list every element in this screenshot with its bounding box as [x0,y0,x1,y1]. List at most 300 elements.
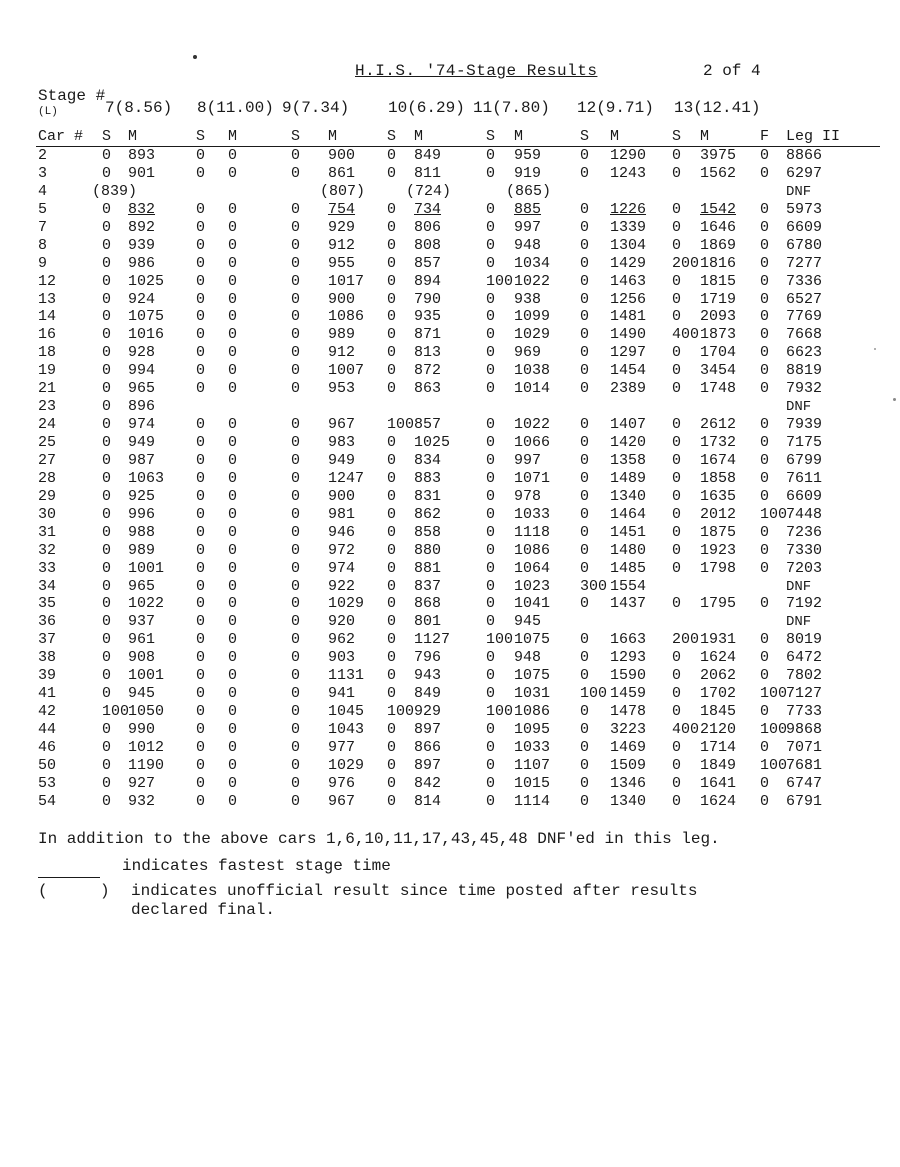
table-cell: 0 [102,272,112,290]
table-cell: 1034 [514,254,551,272]
table-cell: 0 [291,738,301,756]
table-row [0,740,900,758]
table-cell: 989 [128,541,156,559]
table-cell: 953 [328,380,356,398]
column-header: S [580,128,590,145]
table-cell: 0 [102,290,112,308]
column-header: M [610,128,620,145]
column-header: S [196,128,206,145]
table-cell: 1464 [610,505,647,523]
table-cell: 894 [414,272,442,290]
table-cell: 0 [196,469,206,487]
table-cell: 0 [486,649,496,667]
table-cell: 754 [328,200,356,218]
table-cell: 100 [760,756,788,774]
table-cell: 0 [291,164,301,182]
table-cell: 0 [291,505,301,523]
table-cell: 0 [672,792,682,810]
header-rule [36,146,880,147]
table-cell: 0 [387,649,397,667]
table-cell: 0 [291,577,301,595]
table-cell: 0 [486,523,496,541]
table-cell: 1022 [514,272,551,290]
table-cell: 922 [328,577,356,595]
table-cell: 0 [760,487,770,505]
table-cell: 0 [196,290,206,308]
table-cell: 0 [387,362,397,380]
car-number-cell: 3 [38,164,48,182]
leg-total-cell: 7733 [786,703,823,721]
table-cell: 1075 [128,308,165,326]
table-cell: 0 [486,774,496,792]
table-cell: 967 [328,792,356,810]
table-cell: 0 [580,541,590,559]
table-cell: 0 [486,756,496,774]
column-header: S [102,128,112,145]
leg-total-cell: 7939 [786,416,823,434]
table-cell: 1339 [610,218,647,236]
table-cell: 3454 [700,362,737,380]
table-cell: 1663 [610,631,647,649]
table-cell: 1256 [610,290,647,308]
table-cell: 0 [387,380,397,398]
table-cell: 0 [228,200,238,218]
table-cell: 1012 [128,738,165,756]
table-cell: 0 [196,649,206,667]
table-cell: 0 [196,272,206,290]
car-number-cell: 33 [38,559,57,577]
fastest-legend: indicates fastest stage time [122,857,391,875]
table-cell: 0 [102,649,112,667]
table-cell: 100 [760,505,788,523]
table-cell: 0 [102,613,112,631]
table-cell: 967 [328,416,356,434]
table-cell: 100 [760,721,788,738]
table-cell: 0 [760,451,770,469]
unofficial-legend-line-1: indicates unofficial result since time posted after results [131,882,698,900]
table-cell: 0 [387,344,397,362]
table-cell: 834 [414,451,442,469]
table-cell: 0 [486,577,496,595]
leg-total-cell: 6791 [786,792,823,810]
table-cell: 1469 [610,738,647,756]
table-cell: 872 [414,362,442,380]
column-header: M [414,128,424,145]
car-number-cell: 19 [38,362,57,380]
table-cell: 0 [486,667,496,685]
table-cell: 0 [760,272,770,290]
table-cell: 0 [291,362,301,380]
table-cell: 959 [514,147,542,164]
table-cell: 0 [196,738,206,756]
table-cell: 0 [486,721,496,738]
table-cell: 0 [486,362,496,380]
stage-label: Stage # [38,87,106,105]
table-cell: 0 [760,774,770,792]
table-row [0,596,900,614]
table-cell: 0 [486,147,496,164]
table-cell: 0 [580,326,590,344]
car-number-cell: 16 [38,326,57,344]
table-cell: 1127 [414,631,451,649]
table-cell: 1480 [610,541,647,559]
table-cell: 0 [672,200,682,218]
table-cell: 0 [672,523,682,541]
table-cell: 0 [580,703,590,721]
table-cell: 0 [760,326,770,344]
table-cell: 1290 [610,147,647,164]
table-cell: 0 [672,559,682,577]
table-cell: 1095 [514,721,551,738]
table-cell: 0 [196,595,206,613]
column-header: M [700,128,710,145]
table-cell: 0 [580,308,590,326]
table-cell: 948 [514,649,542,667]
table-cell: 0 [760,541,770,559]
table-cell: 0 [580,487,590,505]
table-cell: 0 [760,308,770,326]
table-cell: 929 [414,703,442,721]
table-cell: 0 [196,254,206,272]
table-cell: 0 [486,308,496,326]
table-cell: 0 [672,308,682,326]
table-cell: 0 [102,147,112,164]
table-cell: 945 [128,685,156,703]
table-cell: 0 [486,416,496,434]
table-cell: 0 [760,649,770,667]
table-row [0,363,900,381]
table-cell: 1064 [514,559,551,577]
table-cell: 0 [387,559,397,577]
table-cell: 1798 [700,559,737,577]
table-cell: 0 [760,236,770,254]
table-cell: 0 [102,380,112,398]
table-cell: 0 [486,613,496,631]
table-cell: 0 [291,147,301,164]
car-number-cell: 12 [38,272,57,290]
table-cell: 857 [414,254,442,272]
table-cell: 0 [291,613,301,631]
table-cell: 901 [128,164,156,182]
table-cell: 0 [291,434,301,451]
table-cell: 0 [196,577,206,595]
table-cell: 0 [760,164,770,182]
table-cell: 857 [414,416,442,434]
table-cell: 100 [486,703,514,721]
leg-total-cell: 7932 [786,380,823,398]
table-cell: 1022 [128,595,165,613]
leg-total-cell: 7611 [786,469,823,487]
table-cell: 0 [102,308,112,326]
table-cell: 0 [196,434,206,451]
table-cell: 1420 [610,434,647,451]
table-cell: 1023 [514,577,551,595]
table-cell: 849 [414,685,442,703]
table-cell: 0 [196,703,206,721]
table-cell: 200 [672,254,700,272]
table-cell: 0 [196,164,206,182]
table-cell: 0 [291,703,301,721]
table-cell: 0 [291,254,301,272]
table-cell: 0 [102,254,112,272]
table-cell: 924 [128,290,156,308]
leg-total-cell: 6609 [786,218,823,236]
table-cell: 1033 [514,738,551,756]
table-cell: 880 [414,541,442,559]
leg-total-cell: 8019 [786,631,823,649]
table-cell: 0 [102,487,112,505]
table-cell: 1451 [610,523,647,541]
table-cell: 0 [387,595,397,613]
car-number-cell: 21 [38,380,57,398]
table-cell: 0 [387,147,397,164]
leg-total-cell: 7336 [786,272,823,290]
table-cell: 900 [328,487,356,505]
table-cell: 0 [387,577,397,595]
table-cell: 0 [486,218,496,236]
table-cell: 1086 [514,703,551,721]
table-cell: 932 [128,792,156,810]
car-number-cell: 37 [38,631,57,649]
table-cell: 1247 [328,469,365,487]
car-number-cell: 46 [38,738,57,756]
leg-total-cell: 5973 [786,200,823,218]
table-cell: 0 [196,774,206,792]
table-cell: 0 [672,434,682,451]
car-number-cell: 28 [38,469,57,487]
table-cell: 0 [760,218,770,236]
leg-total-cell: 7175 [786,434,823,451]
table-cell: 0 [760,738,770,756]
table-cell: 1454 [610,362,647,380]
table-cell: 0 [291,380,301,398]
leg-total-cell: 6780 [786,236,823,254]
table-cell: 0 [580,469,590,487]
table-cell: 0 [102,164,112,182]
table-cell: 0 [228,738,238,756]
dnf-note: In addition to the above cars 1,6,10,11,17,43,45,48 DNF'ed in this leg. [38,830,720,848]
table-cell: 972 [328,541,356,559]
table-cell: 0 [196,380,206,398]
car-number-cell: 30 [38,505,57,523]
table-cell: 0 [387,272,397,290]
table-cell: 2062 [700,667,737,685]
table-cell: 946 [328,523,356,541]
table-cell: 0 [196,721,206,738]
table-cell: 1016 [128,326,165,344]
table-row [0,632,900,650]
table-cell: 796 [414,649,442,667]
table-cell: 0 [196,416,206,434]
table-cell: ( 724 ) [406,184,451,200]
table-cell: 0 [196,344,206,362]
stage-header: 13(12.41) [674,99,761,117]
table-cell: 0 [672,649,682,667]
table-cell: 0 [291,272,301,290]
table-cell: 0 [291,774,301,792]
scan-speck [193,55,197,59]
table-cell: 400 [672,721,700,738]
table-cell: 0 [228,362,238,380]
table-cell: 0 [228,756,238,774]
table-cell: 976 [328,774,356,792]
table-cell: 0 [760,595,770,613]
table-cell: 0 [291,487,301,505]
column-header: S [291,128,301,145]
table-cell: 0 [196,236,206,254]
table-cell: 0 [760,380,770,398]
table-cell: 0 [486,541,496,559]
table-cell: 0 [228,505,238,523]
table-cell: 943 [414,667,442,685]
table-cell: 0 [486,792,496,810]
table-cell: 0 [580,649,590,667]
table-cell: 0 [228,487,238,505]
table-cell: 978 [514,487,542,505]
table-cell: 0 [760,703,770,721]
car-number-cell: 50 [38,756,57,774]
table-cell: 0 [102,398,112,416]
leg-total-cell: 6609 [786,487,823,505]
table-cell: 0 [580,200,590,218]
table-cell: 1478 [610,703,647,721]
table-cell: 100 [486,631,514,649]
table-cell: 0 [291,559,301,577]
table-cell: 0 [291,523,301,541]
table-cell: 937 [128,613,156,631]
table-cell: 1429 [610,254,647,272]
table-cell: 0 [486,505,496,523]
table-cell: 1022 [514,416,551,434]
table-cell: 2120 [700,721,737,738]
table-cell: 0 [580,451,590,469]
table-cell: 0 [672,487,682,505]
table-cell: 0 [196,308,206,326]
table-cell: 1748 [700,380,737,398]
table-cell: 0 [228,721,238,738]
table-cell: 0 [102,469,112,487]
table-cell: 1131 [328,667,365,685]
table-cell: 0 [580,523,590,541]
table-cell: 0 [486,434,496,451]
table-row [0,274,900,292]
table-cell: 0 [228,774,238,792]
table-cell: 0 [486,164,496,182]
table-cell: 989 [328,326,356,344]
table-cell: 1858 [700,469,737,487]
table-cell: 1007 [328,362,365,380]
car-number-cell: 29 [38,487,57,505]
table-cell: 0 [102,541,112,559]
table-cell: 0 [486,326,496,344]
leg-total-cell: 6623 [786,344,823,362]
table-cell: 0 [760,416,770,434]
leg-total-cell: 7330 [786,541,823,559]
table-cell: 0 [102,738,112,756]
table-cell: 1490 [610,326,647,344]
leg-total-cell: 7203 [786,559,823,577]
table-cell: 1509 [610,756,647,774]
table-cell: 0 [387,469,397,487]
table-cell: 0 [291,792,301,810]
table-cell: 977 [328,738,356,756]
table-row [0,381,900,399]
car-number-cell: 38 [38,649,57,667]
table-cell: 832 [128,200,156,218]
table-cell: 0 [196,505,206,523]
car-number-cell: 25 [38,434,57,451]
table-cell: 945 [514,613,542,631]
table-cell: 897 [414,756,442,774]
table-cell: 0 [387,451,397,469]
table-cell: 734 [414,200,442,218]
table-cell: 0 [228,290,238,308]
car-number-cell: 2 [38,147,48,164]
table-cell: 0 [387,164,397,182]
table-cell: 0 [387,756,397,774]
table-cell: 0 [672,774,682,792]
table-cell: 0 [760,792,770,810]
leg-total-cell: 8819 [786,362,823,380]
table-cell: 0 [580,272,590,290]
table-row [0,668,900,686]
table-cell: 0 [760,200,770,218]
table-cell: 962 [328,631,356,649]
results-table [0,148,900,812]
table-cell: 0 [291,667,301,685]
table-cell: 0 [580,595,590,613]
table-cell: 0 [580,774,590,792]
table-cell: 881 [414,559,442,577]
table-row [0,507,900,525]
table-cell: 0 [228,541,238,559]
table-row [0,166,900,184]
table-cell: 1795 [700,595,737,613]
table-row [0,794,900,812]
car-number-cell: 39 [38,667,57,685]
car-number-cell: 27 [38,451,57,469]
table-cell: 100 [387,703,415,721]
table-cell: 0 [228,380,238,398]
stage-header: 10(6.29) [388,99,465,117]
table-cell: 1063 [128,469,165,487]
table-cell: 862 [414,505,442,523]
table-cell: 1066 [514,434,551,451]
table-cell: 0 [580,792,590,810]
table-cell: 0 [580,290,590,308]
table-row [0,722,900,740]
table-cell: 0 [291,685,301,703]
table-cell: 0 [291,290,301,308]
table-cell: 0 [760,290,770,308]
leg-total-cell: 6472 [786,649,823,667]
table-cell: 3975 [700,147,737,164]
table-cell: 0 [196,451,206,469]
table-cell: 0 [196,218,206,236]
table-cell: 0 [291,218,301,236]
table-cell: 100 [486,272,514,290]
table-cell: 1358 [610,451,647,469]
table-cell: 1099 [514,308,551,326]
table-cell: 0 [196,559,206,577]
car-number-cell: 35 [38,595,57,613]
table-cell: 883 [414,469,442,487]
table-cell: 1114 [514,792,551,810]
table-cell: 0 [486,595,496,613]
table-cell: 1562 [700,164,737,182]
car-number-cell: 31 [38,523,57,541]
table-cell: 919 [514,164,542,182]
